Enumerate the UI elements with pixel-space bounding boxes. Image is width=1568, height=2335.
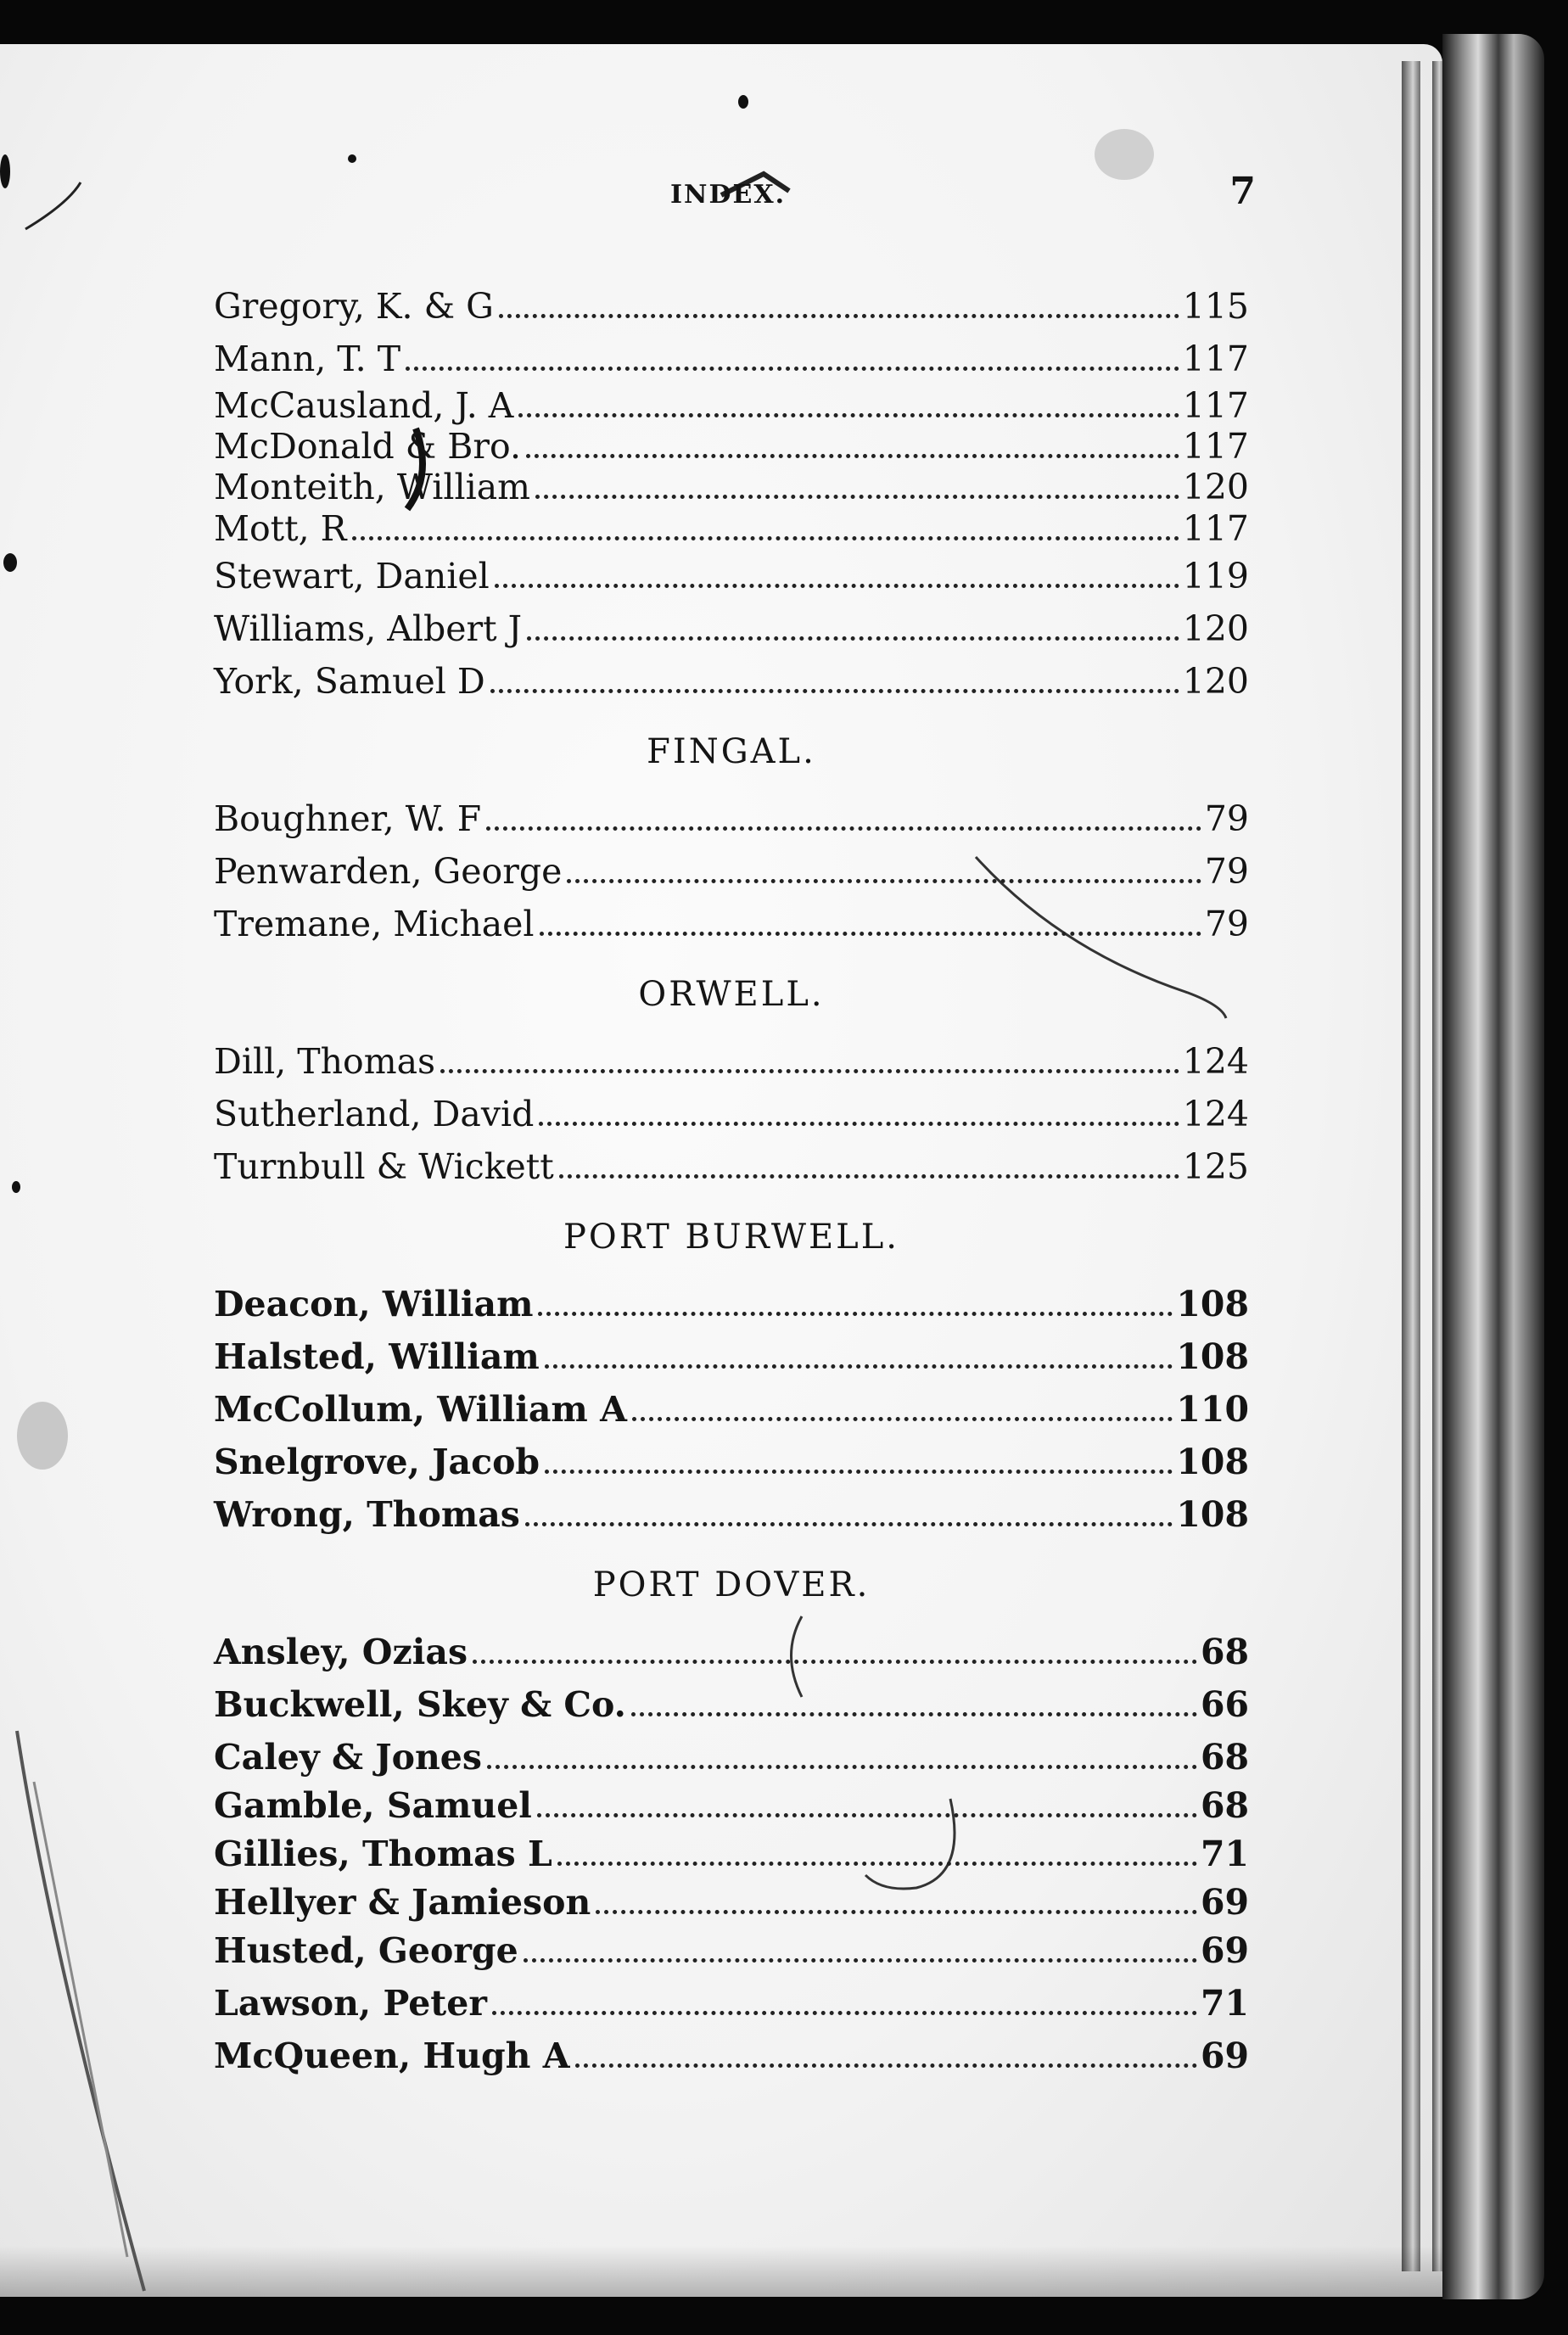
index-entry — [214, 1488, 1249, 1541]
entry-page: 71 — [1200, 1834, 1249, 1874]
stain — [17, 1402, 68, 1470]
dot-leader — [537, 1813, 1197, 1817]
index-entry — [214, 1383, 1249, 1436]
entry-name: York, Samuel D — [214, 661, 485, 702]
index-entry — [214, 1678, 1249, 1731]
section-heading: PORT DOVER. — [592, 1565, 871, 1604]
entry-name: Gillies, Thomas L — [214, 1834, 552, 1874]
dot-leader — [545, 1470, 1173, 1474]
index-entry — [214, 507, 1249, 550]
index-section-port-dover — [214, 1565, 1249, 2082]
entry-name: Tremane, Michael — [214, 904, 535, 944]
entry-page: 120 — [1182, 661, 1249, 702]
entry-name: Wrong, Thomas — [214, 1494, 520, 1535]
index-entry — [214, 280, 1249, 333]
index-section-port-burwell — [214, 1217, 1249, 1541]
index-entry — [214, 467, 1249, 507]
entry-page: 68 — [1200, 1785, 1249, 1826]
dot-leader — [631, 1712, 1197, 1716]
index-entry — [214, 1035, 1249, 1088]
entry-name: Buckwell, Skey & Co. — [214, 1684, 626, 1725]
index-entry — [214, 426, 1249, 467]
index-entry — [214, 1977, 1249, 2030]
entry-page: 124 — [1182, 1094, 1249, 1134]
entry-name: Sutherland, David — [214, 1094, 535, 1134]
dot-leader — [538, 1312, 1173, 1316]
entry-name: Boughner, W. F — [214, 798, 482, 839]
dot-leader — [575, 2063, 1197, 2068]
ink-spot — [348, 154, 356, 163]
index-entry — [214, 1330, 1249, 1383]
index-entry — [214, 1436, 1249, 1488]
index-entry — [214, 1278, 1249, 1330]
dot-leader — [539, 1122, 1179, 1126]
entry-name: Gregory, K. & G — [214, 286, 494, 327]
ink-spot — [3, 553, 17, 572]
index-entry — [214, 2030, 1249, 2082]
entry-name: Turnbull & Wickett — [214, 1146, 554, 1187]
dot-leader — [526, 454, 1179, 458]
entry-page: 120 — [1182, 467, 1249, 507]
dot-leader — [495, 584, 1179, 588]
index-entry — [214, 1140, 1249, 1193]
entry-name: McCollum, William A — [214, 1389, 627, 1430]
dot-leader — [492, 2011, 1197, 2015]
index-entry — [214, 1880, 1249, 1924]
entry-page: 68 — [1200, 1737, 1249, 1778]
index-entry — [214, 1828, 1249, 1880]
running-head — [212, 170, 1256, 221]
index-entry — [214, 845, 1249, 898]
dot-leader — [473, 1660, 1197, 1664]
page-bottom-shade — [0, 2246, 1442, 2297]
dot-leader — [557, 1862, 1197, 1866]
entry-name: Penwarden, George — [214, 851, 563, 892]
entry-page: 108 — [1176, 1494, 1249, 1535]
section-heading: PORT BURWELL. — [563, 1218, 899, 1257]
dot-leader — [490, 689, 1179, 693]
dot-leader — [518, 413, 1179, 417]
book-page-edges — [1442, 34, 1544, 2299]
index-entry — [214, 1626, 1249, 1678]
section-heading: ORWELL. — [638, 975, 825, 1014]
entry-name: Husted, George — [214, 1930, 518, 1971]
entry-page: 119 — [1182, 556, 1249, 596]
entry-page: 68 — [1200, 1632, 1249, 1672]
entry-name: Monteith, William — [214, 467, 531, 507]
entry-name: Deacon, William — [214, 1284, 534, 1324]
entry-page: 110 — [1176, 1389, 1249, 1430]
entry-name: Stewart, Daniel — [214, 556, 490, 596]
page-edge-shadow — [1432, 61, 1442, 2271]
index-entry — [214, 602, 1249, 655]
entry-name: Dill, Thomas — [214, 1041, 436, 1082]
index-entry — [214, 1924, 1249, 1977]
ink-spot — [738, 95, 748, 109]
dot-leader — [632, 1417, 1173, 1421]
dot-leader — [559, 1174, 1179, 1179]
entry-name: Hellyer & Jamieson — [214, 1882, 591, 1923]
entry-page: 108 — [1176, 1284, 1249, 1324]
entry-page: 117 — [1182, 426, 1249, 467]
entry-page: 69 — [1200, 1930, 1249, 1971]
entry-name: Caley & Jones — [214, 1737, 482, 1778]
entry-name: McQueen, Hugh A — [214, 2035, 570, 2076]
index-content — [214, 280, 1249, 2082]
entry-name: Ansley, Ozias — [214, 1632, 468, 1672]
entry-page: 117 — [1182, 508, 1249, 549]
ink-spot — [12, 1181, 20, 1193]
entry-name: Lawson, Peter — [214, 1983, 487, 2024]
entry-page: 108 — [1176, 1336, 1249, 1377]
index-entry — [214, 1088, 1249, 1140]
entry-name: Williams, Albert J — [214, 608, 523, 649]
entry-page: 124 — [1182, 1041, 1249, 1082]
dot-leader — [499, 314, 1179, 318]
dot-leader — [596, 1910, 1197, 1914]
page-edge-shadow — [1402, 61, 1420, 2271]
ink-spot — [0, 154, 10, 188]
dot-leader — [527, 636, 1179, 641]
entry-page: 79 — [1204, 851, 1249, 892]
entry-page: 66 — [1200, 1684, 1249, 1725]
index-section-fingal — [214, 731, 1249, 950]
index-entry — [214, 385, 1249, 426]
entry-page: 71 — [1200, 1983, 1249, 2024]
dot-leader — [487, 1765, 1197, 1769]
entry-page: 117 — [1182, 339, 1249, 379]
entry-page: 79 — [1204, 904, 1249, 944]
dot-leader — [352, 536, 1179, 540]
index-entry — [214, 898, 1249, 950]
entry-page: 108 — [1176, 1442, 1249, 1482]
entry-name: Snelgrove, Jacob — [214, 1442, 540, 1482]
entry-name: Mott, R — [214, 508, 347, 549]
dot-leader — [545, 1364, 1173, 1369]
index-entry — [214, 1783, 1249, 1828]
dot-leader — [540, 932, 1201, 936]
page-title: INDEX. — [670, 180, 787, 210]
page-number: 7 — [1229, 170, 1256, 213]
dot-leader — [535, 495, 1179, 499]
dot-leader — [440, 1069, 1179, 1073]
section-heading: FINGAL. — [647, 732, 816, 771]
index-entry — [214, 333, 1249, 385]
index-section-orwell — [214, 974, 1249, 1193]
entry-page: 69 — [1200, 2035, 1249, 2076]
index-entry — [214, 792, 1249, 845]
entry-page: 79 — [1204, 798, 1249, 839]
entry-page: 125 — [1182, 1146, 1249, 1187]
index-entry — [214, 550, 1249, 602]
entry-page: 115 — [1182, 286, 1249, 327]
index-section-general — [214, 280, 1249, 708]
entry-name: Mann, T. T — [214, 339, 401, 379]
index-entry — [214, 655, 1249, 708]
entry-name: Gamble, Samuel — [214, 1785, 532, 1826]
dot-leader — [486, 826, 1201, 831]
dot-leader — [406, 367, 1179, 371]
entry-name: Halsted, William — [214, 1336, 540, 1377]
dot-leader — [567, 879, 1201, 883]
entry-name: McDonald & Bro. — [214, 426, 521, 467]
entry-page: 69 — [1200, 1882, 1249, 1923]
entry-name: McCausland, J. A — [214, 385, 514, 426]
index-entry — [214, 1731, 1249, 1783]
dot-leader — [525, 1522, 1173, 1526]
entry-page: 117 — [1182, 385, 1249, 426]
entry-page: 120 — [1182, 608, 1249, 649]
dot-leader — [524, 1958, 1197, 1963]
